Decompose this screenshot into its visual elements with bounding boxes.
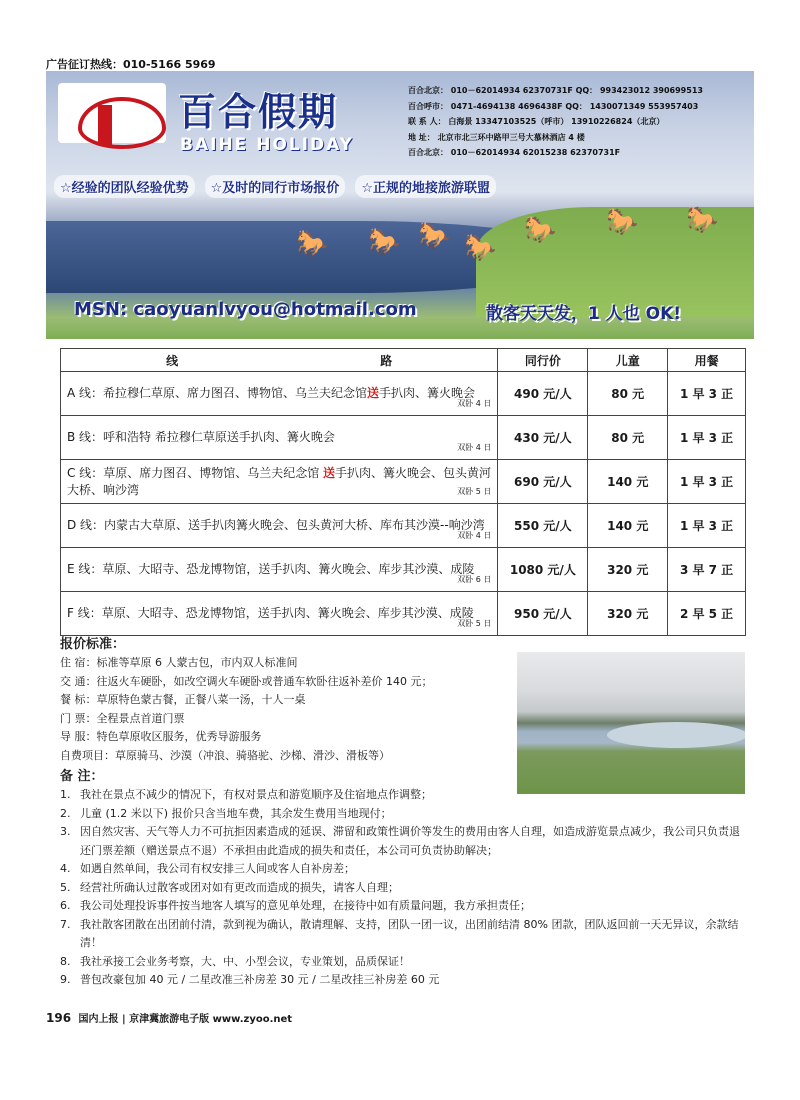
child-price-cell: 320 元	[588, 548, 668, 592]
meal-cell: 1 早 3 正	[668, 372, 746, 416]
horse-icon: 🐎	[606, 207, 639, 237]
horse-icon: 🐎	[686, 205, 719, 235]
table-row	[61, 372, 746, 416]
pricing-item: 交 通：往返火车硬卧，如改空调火车硬卧或普通车软卧往返补差价 140 元；	[60, 674, 433, 688]
company-logo	[58, 83, 166, 143]
route-header-char: 路	[380, 353, 393, 368]
route-cell: B 线：呼和浩特 希拉穆仁草原送手扒肉、篝火晚会 双卧 4 日	[61, 416, 498, 460]
route-cell: A 线：希拉穆仁草原、席力图召、博物馆、乌兰夫纪念馆送手扒肉、篝火晚会 双卧 4 日	[61, 372, 498, 416]
list-item: 1. 我社在景点不减少的情况下，有权对景点和游览顺序及住宿地点作调整；	[60, 788, 432, 801]
tagline: 散客天天发，1 人也 OK!	[486, 304, 682, 324]
horse-icon: 🐎	[368, 227, 401, 257]
slogan-row	[54, 175, 496, 198]
child-price-cell: 320 元	[588, 592, 668, 636]
notes-list	[60, 786, 750, 990]
route-header-char: 线	[166, 353, 179, 368]
duration: 双卧 5 日	[457, 619, 492, 628]
meal-cell: 1 早 3 正	[668, 416, 746, 460]
msn-contact: MSN: caoyuanlvyou@hotmail.com	[74, 299, 417, 320]
page-footer	[46, 1010, 292, 1025]
child-price-cell: 80 元	[588, 372, 668, 416]
table-row	[61, 416, 746, 460]
footer-text: 国内上报 | 京津冀旅游电子版 www.zyoo.net	[78, 1014, 293, 1025]
pricing-standards	[60, 636, 520, 765]
header-banner	[46, 71, 754, 339]
brand-name-en: BAIHE HOLIDAY	[180, 135, 354, 155]
slogan: ☆及时的同行市场报价	[205, 175, 346, 198]
list-item: 8. 我社承接工会业务考察，大、中、小型会议，专业策划，品质保证！	[60, 954, 410, 968]
list-item: 7. 我社散客团散在出团前付清，款到视为确认，散请理解、支持，团队一团一议，出团前结清 80% 团款，团队返回前一天无异议，余款结清！	[60, 917, 739, 949]
duration: 双卧 5 日	[457, 487, 492, 496]
contact-line: 地 址： 北京市北三环中路甲三号大慕林酒店 4 楼	[408, 132, 585, 142]
table-row	[61, 592, 746, 636]
contact-info	[408, 83, 703, 161]
price-cell: 490 元/人	[498, 372, 588, 416]
contact-line: 百合北京： 010－62014934 62370731F QQ： 993423012 390699513	[408, 86, 703, 95]
contact-line: 联 系 人： 白海景 13347103525（呼市） 13910226824（北京）	[408, 117, 665, 126]
horse-icon: 🐎	[464, 233, 497, 263]
notes-section	[60, 768, 750, 990]
pricing-item: 餐 标：草原特色蒙古餐，正餐八菜一汤，十人一桌	[60, 693, 306, 706]
horse-icon: 🐎	[296, 229, 329, 259]
list-item: 5. 经营社所确认过散客或团对如有更改而造成的损失，请客人自理；	[60, 880, 399, 894]
price-cell: 550 元/人	[498, 504, 588, 548]
contact-line: 百合北京： 010－62014934 62015238 62370731F	[408, 148, 621, 157]
duration: 双卧 4 日	[457, 443, 492, 452]
slogan: ☆经验的团队经验优势	[54, 175, 195, 198]
ad-hotline: 广告征订热线：010-5166 5969	[46, 58, 216, 71]
horse-icon: 🐎	[524, 215, 557, 245]
lake-shape	[607, 722, 745, 748]
table-row	[61, 504, 746, 548]
horse-icon: 🐎	[418, 221, 451, 251]
route-cell: D 线：内蒙古大草原、送手扒肉篝火晚会、包头黄河大桥、库布其沙漠--响沙湾 双卧 4 日	[61, 504, 498, 548]
meal-cell: 2 早 5 正	[668, 592, 746, 636]
route-cell: F 线：草原、大昭寺、恐龙博物馆，送手扒肉、篝火晚会、库步其沙漠、成陵 双卧 5 日	[61, 592, 498, 636]
duration: 双卧 4 日	[457, 399, 492, 408]
contact-line: 百合呼市： 0471-4694138 4696438F QQ： 1430071349 553957403	[408, 101, 699, 111]
routes-table	[60, 348, 746, 636]
price-header: 同行价	[498, 349, 588, 372]
route-header	[61, 349, 498, 372]
route-cell: C 线：草原、席力图召、博物馆、乌兰夫纪念馆 送手扒肉、篝火晚会、包头黄河大桥、响沙湾 双卧 5 日	[61, 460, 498, 504]
pricing-item: 导 服：特色草原收区服务，优秀导游服务	[60, 730, 262, 743]
table-row	[61, 548, 746, 592]
table-row	[61, 460, 746, 504]
list-item: 4. 如遇自然单间，我公司有权安排三人间或客人自补房差；	[60, 862, 355, 875]
meal-cell: 3 早 7 正	[668, 548, 746, 592]
child-header: 儿童	[588, 349, 668, 372]
duration: 双卧 6 日	[457, 575, 492, 584]
child-price-cell: 80 元	[588, 416, 668, 460]
list-item: 9. 普包改豪包加 40 元 / 二星改准三补房差 30 元 / 二星改挂三补房差 60 元	[60, 973, 440, 986]
brand-name-cn: 百合假期	[178, 90, 339, 134]
pricing-title: 报价标准：	[60, 637, 126, 652]
list-item: 6. 我公司处理投诉事件按当地客人填写的意见单处理，在接待中如有质量问题，我方承担责任；	[60, 899, 531, 912]
slogan: ☆正规的地接旅游联盟	[355, 175, 496, 198]
list-item: 2. 儿童 (1.2 米以下) 报价只含当地车费，其余发生费用当地现付；	[60, 806, 392, 820]
price-cell: 690 元/人	[498, 460, 588, 504]
price-cell: 1080 元/人	[498, 548, 588, 592]
meal-cell: 1 早 3 正	[668, 460, 746, 504]
route-cell: E 线：草原、大昭寺、恐龙博物馆，送手扒肉、篝火晚会、库步其沙漠、成陵 双卧 6 日	[61, 548, 498, 592]
child-price-cell: 140 元	[588, 460, 668, 504]
pricing-item: 门 票：全程景点首道门票	[60, 711, 185, 725]
meal-header: 用餐	[668, 349, 746, 372]
pricing-item: 住 宿：标准等草原 6 人蒙古包，市内双人标准间	[60, 656, 298, 669]
notes-title: 备 注：	[60, 769, 104, 784]
list-item: 3. 因自然灾害、天气等人力不可抗拒因素造成的延误、滞留和政策性调价等发生的费用由客人自理，如造成游览景点减少，我公司只负责退还门票差额（赠送景点不退）不承担由此造成的损失和责任，本公司可负责协助解决；	[60, 825, 740, 857]
pricing-item: 自费项目：草原骑马、沙漠（冲浪、骑骆驼、沙梯、滑沙、滑板等）	[60, 748, 390, 762]
meal-cell: 1 早 3 正	[668, 504, 746, 548]
table-header-row	[61, 349, 746, 372]
page-number: 196	[46, 1011, 72, 1025]
duration: 双卧 4 日	[457, 531, 492, 540]
price-cell: 430 元/人	[498, 416, 588, 460]
price-cell: 950 元/人	[498, 592, 588, 636]
logo-bar-icon	[98, 105, 112, 145]
logo-ring-icon	[78, 97, 166, 149]
child-price-cell: 140 元	[588, 504, 668, 548]
